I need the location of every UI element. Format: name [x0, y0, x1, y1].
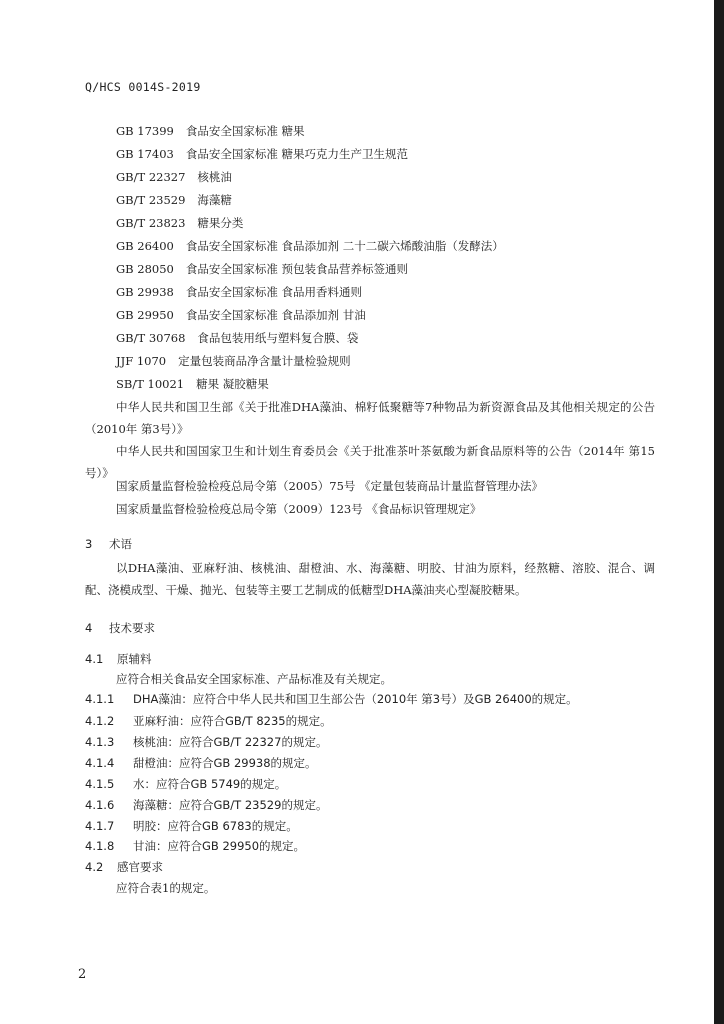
announcement: 国家质量监督检验检疫总局令第（2009）123号 《食品标识管理规定》: [116, 502, 482, 516]
clause-item: 4.1.7 明胶：应符合GB 6783的规定。: [85, 819, 298, 833]
clause-item: 4.1.8 甘油：应符合GB 29950的规定。: [85, 839, 306, 853]
reference-item: GB 28050 食品安全国家标准 预包装食品营养标签通则: [116, 262, 409, 276]
reference-item: GB 17403 食品安全国家标准 糖果巧克力生产卫生规范: [116, 147, 409, 161]
clause-item: 4.1.3 核桃油：应符合GB/T 22327的规定。: [85, 735, 328, 749]
section-body: 以DHA藻油、亚麻籽油、核桃油、甜橙油、水、海藻糖、明胶、甘油为原料，经熬糖、溶胶、混合、调配、浇模成型、干燥、抛光、包装等主要工艺制成的低糖型DHA藻油夹心型凝胶糖果。: [85, 561, 655, 597]
announcement: 国家质量监督检验检疫总局令第（2005）75号 《定量包装商品计量监督管理办法》: [116, 479, 544, 493]
reference-item: GB 17399 食品安全国家标准 糖果: [116, 124, 305, 138]
clause-item: 4.1.5 水：应符合GB 5749的规定。: [85, 777, 287, 791]
reference-item: GB 29938 食品安全国家标准 食品用香料通则: [116, 285, 363, 299]
reference-item: GB 29950 食品安全国家标准 食品添加剂 甘油: [116, 308, 366, 322]
clause-item: 4.1.4 甜橙油：应符合GB 29938的规定。: [85, 756, 317, 770]
clause-item: 4.1.1 DHA藻油：应符合中华人民共和国卫生部公告（2010年 第3号）及GB 26400的规定。: [85, 692, 578, 706]
clause-item: 4.1.2 亚麻籽油：应符合GB/T 8235的规定。: [85, 714, 332, 728]
announcement: 中华人民共和国卫生部《关于批准DHA藻油、棉籽低聚糖等7种物品为新资源食品及其他相关规定的公告（2010年 第3号）》: [85, 400, 655, 436]
reference-item: GB/T 30768 食品包装用纸与塑料复合膜、袋: [116, 331, 359, 345]
announcement: 中华人民共和国国家卫生和计划生育委员会《关于批准茶叶茶氨酸为新食品原料等的公告（2014年 第15号）》: [85, 444, 655, 480]
subsection-body: 应符合相关食品安全国家标准、产品标准及有关规定。: [116, 672, 392, 686]
document-id: Q/HCS 0014S-2019: [85, 80, 201, 94]
reference-item: GB 26400 食品安全国家标准 食品添加剂 二十二碳六烯酸油脂（发酵法）: [116, 239, 504, 253]
subsection-heading: 4.2 感官要求: [85, 860, 163, 874]
reference-item: SB/T 10021 糖果 凝胶糖果: [116, 377, 269, 391]
subsection-heading: 4.1 原辅料: [85, 652, 152, 666]
clause-item: 4.1.6 海藻糖：应符合GB/T 23529的规定。: [85, 798, 328, 812]
reference-item: JJF 1070 定量包装商品净含量计量检验规则: [116, 354, 351, 368]
subsection-body: 应符合表1的规定。: [116, 881, 216, 895]
page-number: 2: [78, 967, 87, 982]
section-heading: 3 术语: [85, 537, 132, 551]
reference-item: GB/T 22327 核桃油: [116, 170, 232, 184]
reference-item: GB/T 23823 糖果分类: [116, 216, 244, 230]
reference-item: GB/T 23529 海藻糖: [116, 193, 232, 207]
section-heading: 4 技术要求: [85, 621, 155, 635]
scan-edge: [714, 0, 724, 1024]
